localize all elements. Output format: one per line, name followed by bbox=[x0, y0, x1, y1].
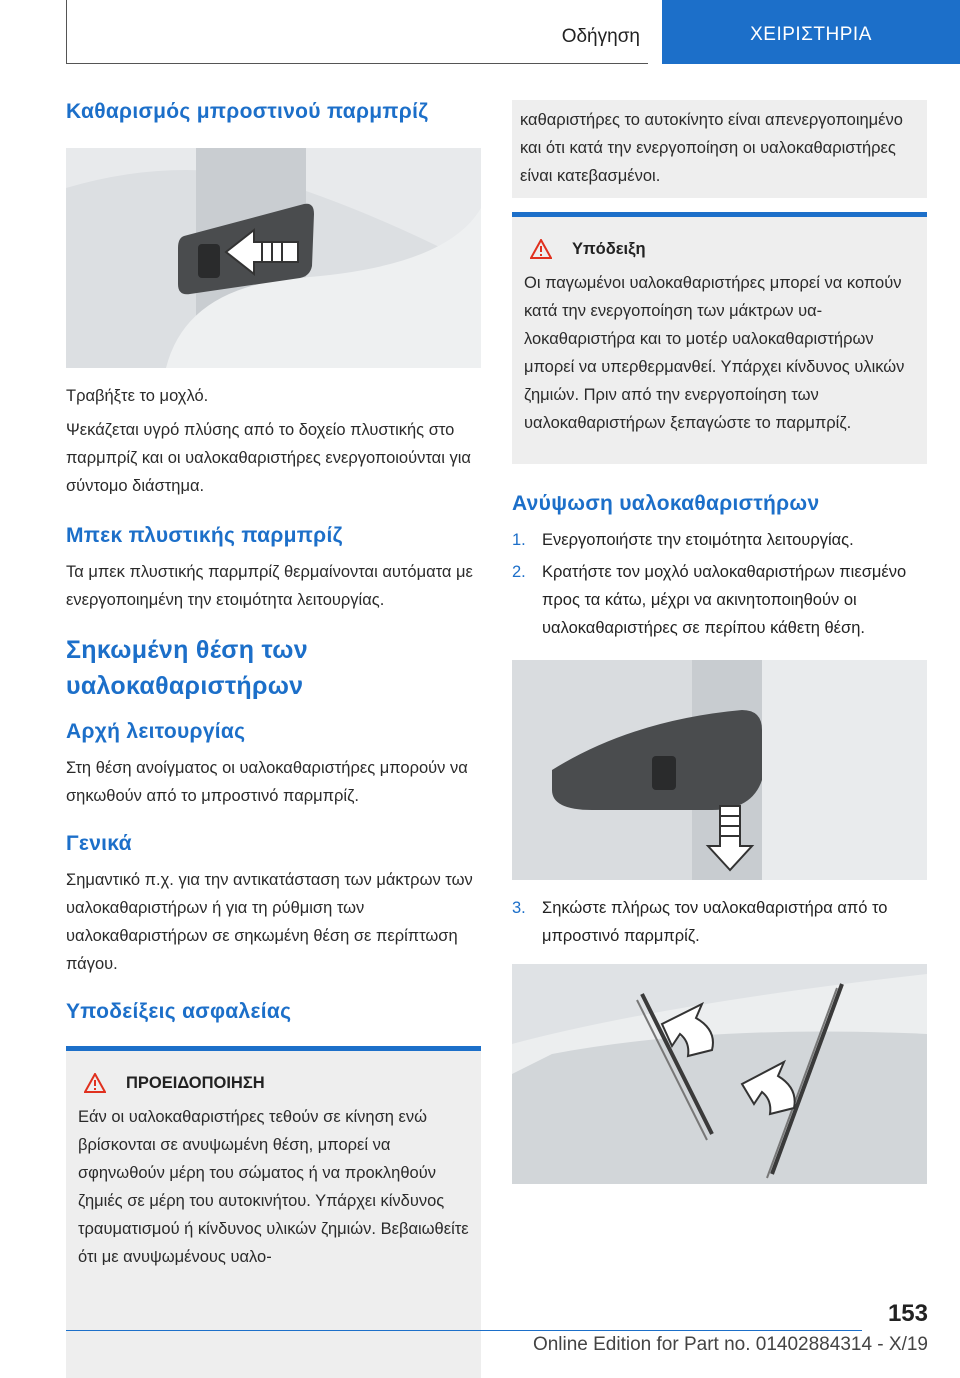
step-text: Ενεργοποιήστε την ετοιμότητα λειτουργίας. bbox=[542, 531, 854, 549]
header-section-title: Οδήγηση bbox=[561, 26, 640, 47]
right-column bbox=[512, 100, 927, 1184]
step-text: Σηκώστε πλήρως τον υαλοκαθαριστήρα από το μπροστινό παρμπρίζ. bbox=[542, 899, 888, 945]
text-principle: Στη θέση ανοίγματος οι υαλοκαθαριστήρες μπορούν να σηκωθούν από το μπροστινό παρμπρίζ. bbox=[66, 759, 468, 805]
page-number: 153 bbox=[887, 1300, 928, 1327]
text-pull-lever: Τραβήξτε το μοχλό. bbox=[66, 387, 209, 405]
heading-general: Γενικά bbox=[66, 832, 132, 855]
note-triangle-icon bbox=[530, 239, 552, 259]
figure-wiper-lever-pull bbox=[66, 148, 481, 368]
note-title: Υπόδειξη bbox=[572, 239, 646, 258]
footer-edition: Online Edition for Part no. 01402884314 - X/19 bbox=[532, 1334, 928, 1355]
warning-text: Εάν οι υαλοκαθαριστήρες τεθούν σε κίνηση ενώ βρίσκονται σε ανυψωμένη θέση, μπορεί να σφηνωθούν μέρη του σώματος ή να προκληθούν ζημιές σε μέρη του αυτοκινήτου. Υπάρχει κίνδυνος τραυματισμού ή κίνδυνος υλικών ζημιών. Βεβαιωθείτε ότι με ανυψωμένους υαλο- bbox=[78, 1108, 469, 1266]
heading-safety-notes: Υποδείξεις ασφαλείας bbox=[66, 1000, 292, 1023]
step-item bbox=[512, 558, 927, 642]
left-column bbox=[66, 100, 481, 1378]
text-general: Σημαντικό π.χ. για την αντικατάσταση των μάκτρων των υαλοκαθαριστήρων ή για τη ρύθμιση των υαλοκαθαριστήρων σε σηκωμένη θέση σε περίπτωση πάγου. bbox=[66, 871, 473, 973]
step-number: 3. bbox=[512, 899, 526, 917]
text-washer-jets: Τα μπεκ πλυστικής παρμπρίζ θερμαίνονται αυτόματα με ενεργοποιημένη την ετοιμότητα λειτουργίας. bbox=[66, 563, 473, 609]
step-item bbox=[512, 526, 927, 554]
step-item bbox=[512, 894, 927, 950]
figure-wiper-lever-down bbox=[512, 660, 927, 880]
figure-wipers-raised bbox=[512, 964, 927, 1184]
steps-list-continued bbox=[512, 894, 927, 950]
step-text: Κρατήστε τον μοχλό υαλοκαθαριστήρων πιεσμένο προς τα κάτω, μέχρι να ακινητοποιηθούν οι υαλοκαθαριστήρες σε περίπου κάθετη θέση. bbox=[542, 563, 907, 637]
warning-triangle-icon bbox=[84, 1073, 106, 1093]
heading-lift-wipers: Ανύψωση υαλοκαθαριστήρων bbox=[512, 492, 820, 515]
warning-text-continued: καθαριστήρες το αυτοκίνητο είναι απενεργοποιημένο και ότι κατά την ενεργοποίηση οι υαλοκαθαριστήρες είναι κατεβασμένοι. bbox=[520, 111, 903, 185]
steps-list bbox=[512, 526, 927, 642]
step-number: 1. bbox=[512, 531, 526, 549]
header-chapter-tab: ΧΕΙΡΙΣΤΗΡΙΑ bbox=[662, 0, 960, 64]
heading-raised-position: Σηκωμένη θέση των υαλοκαθαριστήρων bbox=[66, 636, 308, 700]
heading-clean-windshield: Καθαρισμός μπροστινού παρμπρίζ bbox=[66, 100, 429, 123]
warning-title: ΠΡΟΕΙΔΟΠΟΙΗΣΗ bbox=[126, 1073, 265, 1092]
note-text: Οι παγωμένοι υαλοκαθαριστήρες μπορεί να κοπούν κατά την ενεργοποίηση των μάκτρων υαλοκαθαριστήρα και το μοτέρ υαλοκαθαριστήρων μπορεί να υπερθερμανθεί. Υπάρχει κίνδυνος υλικών ζημιών. Πριν από την ενεργοποίηση των υαλοκαθαριστήρων ξεπαγώστε το παρμπρίζ. bbox=[524, 274, 905, 432]
text-washer-spray: Ψεκάζεται υγρό πλύσης από το δοχείο πλυστικής στο παρμπρίζ και οι υαλοκαθαριστήρες ενεργοποιούνται για σύντομο διάστημα. bbox=[66, 421, 471, 495]
warning-box-continued bbox=[512, 100, 927, 198]
heading-principle: Αρχή λειτουργίας bbox=[66, 720, 246, 743]
footer-divider bbox=[66, 1330, 862, 1331]
note-box bbox=[512, 212, 927, 464]
heading-washer-jets: Μπεκ πλυστικής παρμπρίζ bbox=[66, 524, 343, 547]
step-number: 2. bbox=[512, 563, 526, 581]
warning-box bbox=[66, 1046, 481, 1378]
